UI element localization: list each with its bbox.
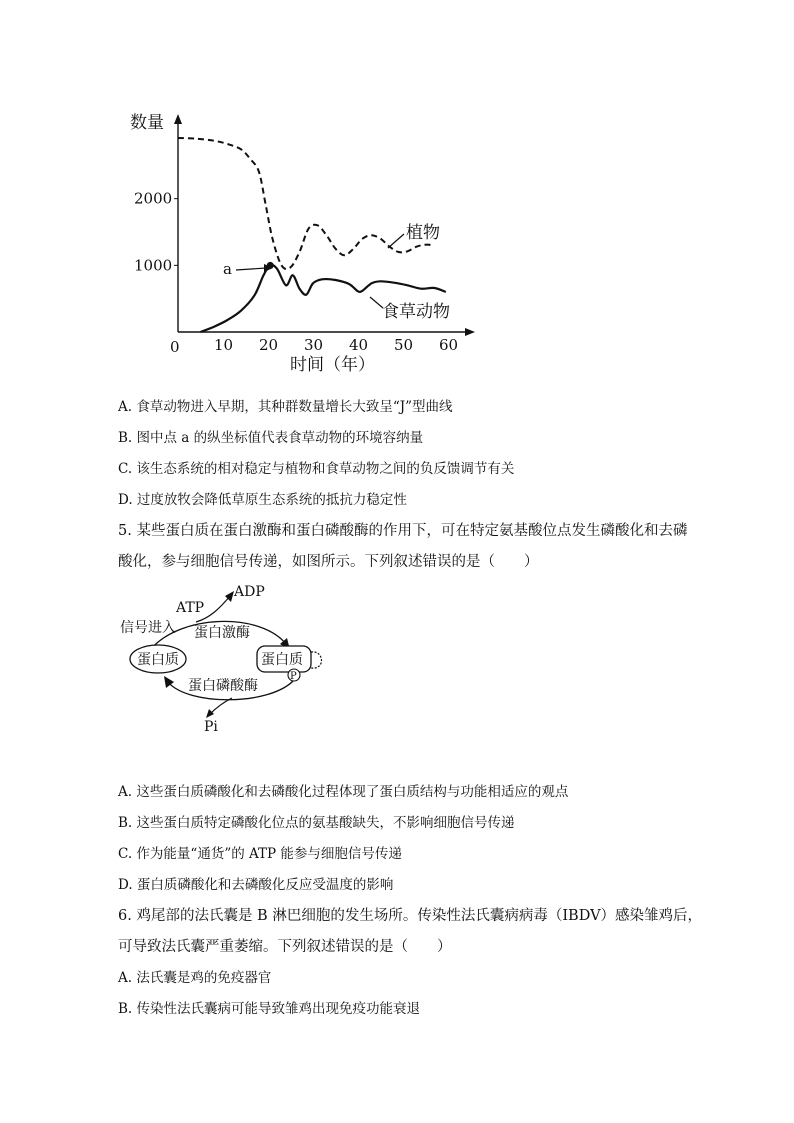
pi-label: Pi [204, 719, 218, 735]
x-tick-label: 20 [259, 336, 279, 354]
q5-option-b: B. 这些蛋白质特定磷酸化位点的氨基酸缺失，不影响细胞信号传递 [118, 815, 515, 831]
atp-label: ATP [176, 600, 205, 616]
adp-label: ADP [234, 584, 265, 600]
signal-label: 信号进入 [120, 620, 176, 636]
kinase-label: 蛋白激酶 [194, 625, 250, 641]
origin-label: 0 [170, 338, 180, 356]
phosphate-label: P [290, 671, 297, 682]
x-tick-label: 60 [439, 336, 459, 354]
q5-option-a: A. 这些蛋白质磷酸化和去磷酸化过程体现了蛋白质结构与功能相适应的观点 [118, 784, 569, 800]
q4-option-a: A. 食草动物进入早期，其种群数量增长大致呈“J”型曲线 [118, 399, 453, 415]
point-a-label: a [223, 260, 232, 278]
x-tick-label: 10 [214, 336, 234, 354]
x-tick-label: 50 [394, 336, 414, 354]
plant-label-leader [388, 234, 404, 248]
q5-stem-line-1: 5. 某些蛋白质在蛋白激酶和蛋白磷酸酶的作用下，可在特定氨基酸位点发生磷酸化和去磷 [118, 523, 688, 539]
protein-right-label: 蛋白质 [261, 652, 303, 668]
q4-option-d: D. 过度放牧会降低草原生态系统的抵抗力稳定性 [118, 492, 407, 508]
pi-arrowhead [206, 709, 214, 718]
q6-option-b: B. 传染性法氏囊病可能导致雏鸡出现免疫功能衰退 [118, 1001, 421, 1017]
phosphorylation-cycle-diagram [110, 578, 350, 738]
x-tick-label: 30 [304, 336, 324, 354]
plant-series-label: 植物 [406, 223, 440, 243]
y-tick-label: 1000 [134, 256, 173, 275]
point-a-arrow [236, 268, 266, 270]
plant-series-line [178, 138, 435, 269]
q5-option-c: C. 作为能量“通货”的 ATP 能参与细胞信号传递 [118, 846, 402, 862]
q4-option-c: C. 该生态系统的相对稳定与植物和食草动物之间的负反馈调节有关 [118, 461, 515, 477]
point-a-marker [267, 262, 274, 269]
q5-stem-line-2: 酸化，参与细胞信号传递，如图所示。下列叙述错误的是（ ） [118, 554, 539, 570]
y-axis-arrow [174, 114, 182, 124]
y-tick-label: 2000 [134, 189, 173, 208]
y-axis-label: 数量 [130, 113, 164, 133]
herbivore-series-label: 食草动物 [382, 302, 450, 322]
q4-option-b: B. 图中点 a 的纵坐标值代表食草动物的环境容纳量 [118, 430, 424, 446]
q6-stem-line-1: 6. 鸡尾部的法氏囊是 B 淋巴细胞的发生场所。传染性法氏囊病病毒（IBDV）感染雏鸡后， [118, 908, 703, 924]
population-chart [118, 100, 488, 378]
q5-option-d: D. 蛋白质磷酸化和去磷酸化反应受温度的影响 [118, 877, 394, 893]
phosphatase-label: 蛋白磷酸酶 [188, 678, 258, 694]
receptor-site [311, 652, 322, 668]
pi-curve [210, 698, 232, 714]
x-tick-label: 40 [349, 336, 369, 354]
protein-left-label: 蛋白质 [137, 652, 179, 668]
q6-option-a: A. 法氏囊是鸡的免疫器官 [118, 970, 272, 986]
q6-stem-line-2: 可导致法氏囊严重萎缩。下列叙述错误的是（ ） [118, 939, 452, 955]
x-axis-arrow [465, 328, 475, 336]
x-axis-label: 时间（年） [290, 355, 375, 375]
